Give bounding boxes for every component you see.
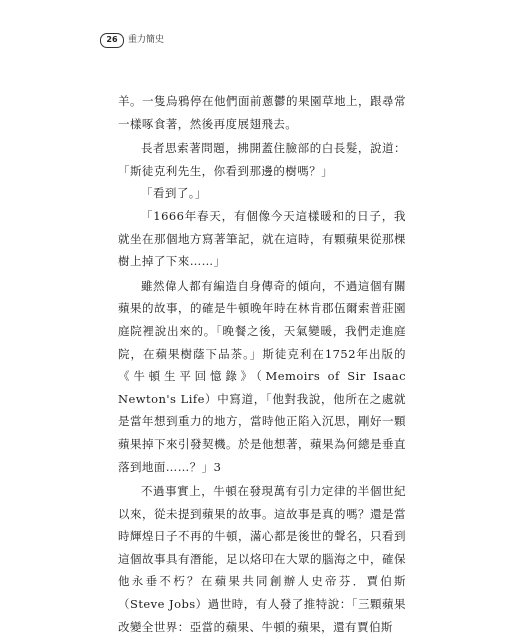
paragraph: 雖然偉人都有編造自身傳奇的傾向，不過這個有關蘋果的故事，的確是牛頓晚年時在林肯郡伍爾索普莊園庭院裡說出來的。「晚餐之後，天氣變暖，我們走進庭院，在蘋果樹蔭下品茶。」斯徒克利在1752年出版的《牛頓生平回憶錄》（Memoirs of Sir Isaac Newton's Life）中寫道，「他對我說，他所在之處就是當年想到重力的地方，當時他正陷入沉思，剛好一顆蘋果掉下來引發契機。於是他想著，蘋果為何總是垂直落到地面……？」3 <box>118 278 406 474</box>
page-number: 26 <box>100 33 124 48</box>
running-header <box>100 33 164 48</box>
paragraph: 長者思索著問題，拂開蓋住臉部的白長髮，說道：「斯徒克利先生，你看到那邊的樹嗎？」 <box>118 141 406 178</box>
running-title: 重力簡史 <box>128 35 165 45</box>
body-text <box>118 90 406 638</box>
paragraph: 羊。一隻烏鴉停在他們面前蔥鬱的果園草地上，跟尋常一樣啄食著，然後再度展翅飛去。 <box>118 94 406 131</box>
paragraph: 「1666年春天，有個像今天這樣暖和的日子，我就坐在那個地方寫著筆記，就在這時，有顆蘋果從那棵樹上掉了下來……」 <box>118 208 406 269</box>
paragraph: 不過事實上，牛頓在發現萬有引力定律的半個世紀以來，從未提到蘋果的故事。這故事是真的嗎？還是當時輝煌日子不再的牛頓，滿心都是後世的聲名，只看到這個故事具有潛能，足以烙印在大眾的腦海之中，確保他永垂不朽？在蘋果共同創辦人史帝芬．賈伯斯（Steve Jobs）過世時，有人發了推特說：「三顆蘋果改變全世界：亞當的蘋果、牛頓的蘋果，還有賈伯斯 <box>118 484 406 634</box>
paragraph: 「看到了。」 <box>141 186 207 201</box>
